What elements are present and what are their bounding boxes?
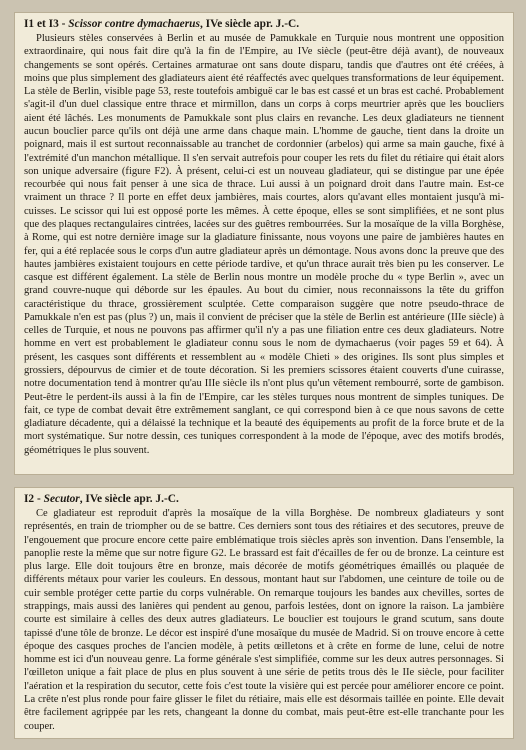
section-heading [24, 492, 504, 506]
heading-suffix: , IVe siècle apr. J.-C. [79, 493, 179, 505]
heading-prefix: I2 - [24, 493, 44, 505]
section-paragraph: Plusieurs stèles conservées à Berlin et au musée de Pamukkale en Turquie nous montrent une opposition extraordinaire, qui nous fait dire qu'à la fin de l'Empire, au IVe siècle (peut-être déjà avant), de nouveaux changements se sont opérés. Certaines armaturae ont sans doute disparu, tandis que d'autres ont été créées, à moins que plus simplement des gladiateurs aient été réaffectés avec quelques transformations de leur équipement. La stèle de Berlin, visible page 53, reste toutefois ambiguë car le bas est cassé et un bras est caché. Probablement s'agit-il d'un duel classique entre thrace et mirmillon, dans un corps à corps meurtrier après que les boucliers aient été lâchés. Les monuments de Pamukkale sont plus clairs en revanche. Les deux gladiateurs ne tiennent aucun bouclier parce qu'ils ont déjà une arme dans chaque main. L'homme de gauche, tient dans la droite un poignard, mais il est surtout reconnaissable au tranchet de cordonnier (arbelos) qui arme sa main gauche, fixé à l'extrémité d'un manchon métallique. Il s'en servait autrefois pour couper les rets du filet du rétiaire qui était alors son unique adversaire (figure F2). À présent, celui-ci est un nouveau gladiateur, qui se distingue par une épée recourbée qui nous fait penser à une sica de thrace. Lui aussi à un poignard droit dans l'autre main. Est-ce vraiment un thrace ? Il porte en effet deux jambières, mais courtes, alors qu'avant elles montaient jusqu'à mi-cuisses. Le scissor qui lui est opposé porte les mêmes. À cette époque, elles se sont simplifiées, et ne sont plus que des plaques rectangulaires cintrées, lacées sur des guêtres rembourrées. Sur la mosaïque de la villa Borghèse, à Rome, qui est notre dernière image sur la gladiature finissante, nous voyons une paire de jambières hautes en fer, qui a été replacée sous le corps d'un autre gladiateur après un démontage. Nous avons donc la preuve que des hautes jambières existaient toujours en cette période tardive, et qu'un thrace aurait très bien pu les conserver. Le casque est différent également. La stèle de Berlin nous montre un modèle proche du « type Berlin », avec un grand couvre-nuque qui déborde sur les épaules. Au bout du cimier, nous reconnaissons la tête du griffon caractéristique du thrace, grossièrement sculptée. Cette comparaison suggère que notre pseudo-thrace de Pamukkale n'en est pas (plus ?) un, mais il convient de préciser que la stèle de Berlin est antérieure (IIIe siècle) à celles de Turquie, et nous ne pouvons pas affirmer qu'il n'y a pas une filiation entre ces deux gladiateurs. Notre homme en vert est probablement le gladiateur connu sous le nom de dymachaerus (voir pages 59 et 64). À présent, les casques sont différents et ressemblent au « modèle Chieti » des origines. Ils sont plus simples et grossiers, dépourvus de cimier et de toute décoration. Si les premiers scissores étaient couverts d'une cuirasse, notre documentation tend à montrer qu'au IIIe siècle ils n'ont plus qu'un vêtement rembourré, sorte de gambison. Peut-être le perdent-ils aussi à la fin de l'Empire, car les stèles turques nous montrent de simples tuniques. De fait, ce type de combat devait être extrêmement sanglant, ce qui correspond bien à ce que nous savons de cette gladiature décadente, qui a délaissé la technique et la beauté des équipements au profit de la force brute et de la mort systématique. Sur notre dessin, ces tuniques correspondent à la mode de l'époque, avec des motifs brodés, géométriques le plus souvent. [24, 33, 504, 456]
heading-italic: Secutor [43, 493, 80, 505]
section-secutor [14, 487, 514, 739]
heading-prefix: I1 et I3 - [24, 18, 69, 30]
heading-suffix: , IVe siècle apr. J.-C. [199, 18, 300, 30]
section-heading [24, 17, 504, 31]
heading-italic: Scissor contre dymachaerus [68, 18, 200, 30]
section-paragraph: Ce gladiateur est reproduit d'après la mosaïque de la villa Borghèse. De nombreux gladiateurs y sont représentés, en train de triompher ou de se battre. Ces derniers sont tous des rétiaires et des secutores, preuve de l'engouement que procure encore cette paire emblématique trois siècles après son invention. Dans l'ensemble, la panoplie reste la même que sur notre figure G2. Le brassard est fait d'écailles de fer ou de bronze. La ceinture est plus large. Elle doit toujours être en bronze, mais décorée de motifs géométriques émaillés ou plaquée de différents métaux pour varier les couleurs. En dessous, montant haut sur l'abdomen, une ceinture de toile ou de cuir semble protéger cette partie du corps vulnérable. On remarque toujours les bandes aux chevilles, sortes de strappings, mais aussi des lanières qui pendent au genou, parfois lestées, dont on ignore la raison. La jambière courte est similaire à celles des deux autres gladiateurs. Le bouclier est toujours le grand scutum, sans doute tapissé d'une tôle de bronze. Le décor est inspiré d'une mosaïque du musée de Madrid. Si on trouve encore à cette époque des casques proches de l'ancien modèle, à petits œilletons et à crête en forme de lune, celui de notre homme est ici d'un nouveau genre. La forme générale s'est simplifiée, comme sur les deux autres personnages. Si l'œilleton unique a fait place de plus en plus souvent à une série de petits trous dès le IIe siècle, pour faciliter l'aération et la respiration du secutor, cette fois c'est toute la visière qui est percée pour améliorer encore ce point. La crête n'est plus ronde pour faire glisser le filet du rétiaire, mais elle est désormais taillée en pointe. Elle devait être facilement agrippée par les rets, changeant la donne du combat, mais peut-être est-elle tranchante pour les couper. [24, 508, 504, 732]
section-scissor-dymachaerus [14, 12, 514, 475]
